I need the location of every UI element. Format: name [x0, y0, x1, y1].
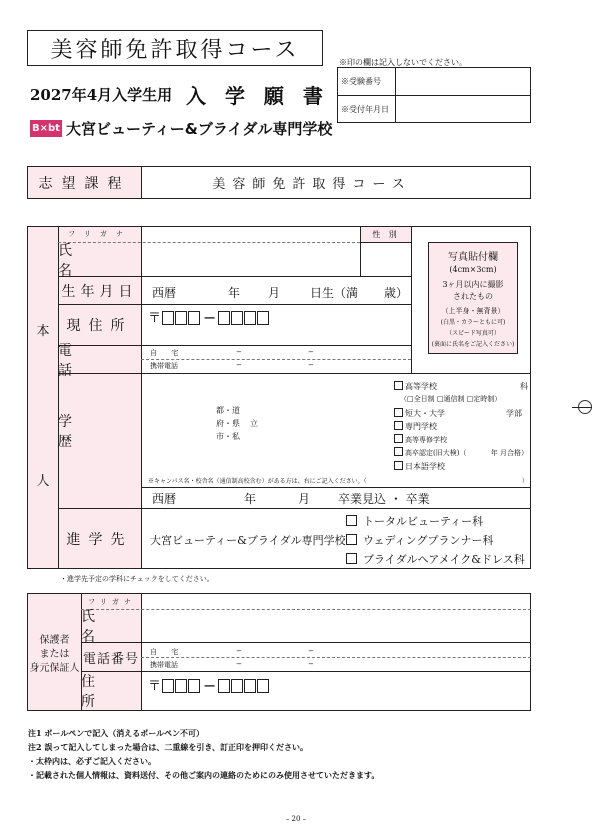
- department-note: ・進学先予定の学科にチェックをしてください。: [60, 575, 214, 583]
- pref-public: 立: [250, 419, 258, 428]
- school-type-univ[interactable]: 短大・大学 学部: [394, 407, 528, 420]
- mobile-phone-dash-1: −: [236, 361, 242, 369]
- grad-status: 卒業見込 ・ 卒業: [338, 492, 430, 506]
- received-date-label: ※受付年月日: [341, 105, 389, 114]
- photo-line1: 3ヶ月以内に撮影: [442, 280, 504, 289]
- photo-line5: （スピード写真可）: [446, 330, 500, 337]
- postal-code-boxes[interactable]: −: [162, 308, 270, 327]
- education-label: 学 歴: [58, 413, 96, 450]
- note-3: ・太枠内は、必ずご記入ください。: [28, 756, 156, 766]
- birth-field[interactable]: [142, 277, 410, 304]
- photo-title: 写真貼付欄: [448, 252, 498, 263]
- school-type-senmon[interactable]: 高等専修学校: [394, 434, 528, 447]
- application-year: 2027年4月入学生用: [30, 86, 173, 104]
- photo-line6: (裏面に氏名をご記入ください): [431, 341, 515, 348]
- school-type-japanese[interactable]: 日本語学校: [394, 460, 528, 473]
- home-phone-dash-2: −: [308, 348, 314, 356]
- guardian-home-label: 自 宅: [150, 648, 185, 656]
- pref-type-2: 府・県: [216, 419, 240, 428]
- birth-age: 歳）: [384, 286, 409, 300]
- mobile-phone-label: 携帯電話: [150, 362, 178, 370]
- course-value: 美容師免許取得コース: [212, 177, 412, 192]
- guardian-postal-code-boxes[interactable]: −: [162, 676, 270, 695]
- received-date-field[interactable]: [396, 96, 530, 122]
- guardian-label-line3: 身元保証人: [29, 663, 80, 674]
- guardian-home-dash-1: −: [236, 647, 242, 655]
- office-note: ※印の欄は記入しないでください。: [339, 58, 467, 67]
- home-phone-dash-1: −: [236, 348, 242, 356]
- birth-month: 月: [268, 286, 281, 300]
- course-title: 美容師免許取得コース: [50, 37, 300, 63]
- guardian-mobile-dash-1: −: [236, 660, 242, 668]
- school-type-ged[interactable]: 高卒認定(旧大検)（ 年 月合格）: [394, 447, 528, 460]
- school-type-list: [394, 380, 528, 474]
- phone-label: 電 話: [58, 342, 96, 379]
- school-logo: [30, 120, 62, 137]
- guardian-home-phone-field[interactable]: [190, 643, 530, 656]
- school-type-vocational[interactable]: 専門学校: [394, 420, 528, 433]
- guardian-mobile-label: 携帯電話: [150, 661, 178, 669]
- destination-school: 大宮ビューティー&ブライダル専門学校: [150, 534, 346, 547]
- page-number: – 20 –: [285, 815, 307, 823]
- department-options: [346, 512, 525, 569]
- mobile-phone-dash-2: −: [308, 361, 314, 369]
- guardian-furigana-label: フリガナ: [88, 598, 136, 606]
- notes: [28, 726, 379, 782]
- guardian-phone-label: 電話番号: [82, 651, 139, 667]
- school-type-high[interactable]: 高等学校 科: [394, 380, 528, 393]
- photo-line2: されたもの: [453, 292, 493, 301]
- note-2: 注2 誤って記入してしまった場合は、二重線を引き、訂正印を押印ください。: [28, 742, 309, 752]
- guardian-mobile-dash-2: −: [308, 660, 314, 668]
- school-logo-text: B×bt: [32, 123, 60, 134]
- address-label: 現住所: [66, 318, 133, 334]
- guardian-postal-mark: 〒: [148, 679, 162, 694]
- gender-field[interactable]: [361, 243, 411, 275]
- grad-month: 月: [298, 492, 311, 506]
- birth-label: 生年月日: [61, 283, 138, 300]
- furigana-label: フリガナ: [68, 230, 132, 238]
- grad-year: 年: [244, 492, 257, 506]
- postal-mark: 〒: [148, 311, 162, 326]
- destination-label: 進学先: [66, 531, 133, 548]
- guardian-name-label: 氏 名: [81, 609, 109, 645]
- home-phone-label: 自 宅: [150, 349, 185, 357]
- note-1: 注1 ボールペンで記入（消えるボールペン不可）: [28, 728, 205, 738]
- campus-note: ※キャンパス名・校舎名（通信制高校含む）がある方は、右にご記入ください。（: [148, 478, 367, 485]
- note-4: ・記載された個人情報は、資料送付、その他ご案内の連絡のためにのみ使用させていただきます。: [28, 770, 380, 780]
- guardian-furigana-field[interactable]: [142, 594, 530, 609]
- guardian-address-field[interactable]: [142, 672, 530, 710]
- name-label: 氏 名: [58, 242, 96, 279]
- address-field[interactable]: [142, 305, 410, 345]
- furigana-field[interactable]: [142, 227, 359, 242]
- exam-number-label: ※受験番号: [341, 77, 381, 86]
- campus-close: ）: [522, 478, 529, 485]
- department-wedding-planner[interactable]: ウェディングプランナー科: [346, 531, 525, 550]
- pref-type-1: 都・道: [216, 406, 240, 415]
- photo-size: (4cm×3cm): [449, 265, 497, 274]
- guardian-home-dash-2: −: [308, 647, 314, 655]
- department-total-beauty[interactable]: トータルビューティー科: [346, 512, 525, 531]
- photo-line4: (白黒・カラーともに可): [440, 319, 506, 326]
- guardian-address-label: 住 所: [81, 674, 109, 710]
- pref-type-3: 市・私: [216, 432, 240, 441]
- applicant-section-bg: [28, 227, 58, 568]
- school-name: 大宮ビューティー&ブライダル専門学校: [66, 120, 333, 138]
- guardian-section-label: [28, 634, 81, 676]
- guardian-mobile-phone-field[interactable]: [190, 658, 530, 671]
- birth-year: 年: [228, 286, 241, 300]
- photo-line3: （上半身・無背景）: [441, 307, 505, 315]
- grad-era: 西暦: [152, 492, 177, 506]
- guardian-name-field[interactable]: [142, 610, 530, 642]
- birth-era: 西暦: [152, 286, 177, 300]
- applicant-section-label-top: 本: [36, 324, 50, 339]
- exam-number-field[interactable]: [396, 68, 530, 94]
- applicant-section-label-bottom: 人: [36, 474, 50, 489]
- name-field[interactable]: [142, 243, 359, 275]
- course-label: 志望課程: [28, 167, 141, 198]
- application-heading: 入 学 願 書: [186, 84, 329, 108]
- graduation-field[interactable]: [142, 488, 530, 507]
- home-phone-field[interactable]: [190, 346, 410, 359]
- school-type-high-mode[interactable]: （□全日制 □通信制 □定時制）: [400, 395, 502, 404]
- guardian-label-line1: 保護者: [39, 635, 70, 646]
- guardian-label-line2: または: [39, 649, 70, 660]
- mobile-phone-field[interactable]: [190, 360, 410, 373]
- gender-label: 性 別: [361, 227, 411, 242]
- birth-day: 日生（満: [310, 286, 359, 300]
- department-bridal-hair-makeup[interactable]: ブライダルヘアメイク&ドレス科: [346, 550, 525, 569]
